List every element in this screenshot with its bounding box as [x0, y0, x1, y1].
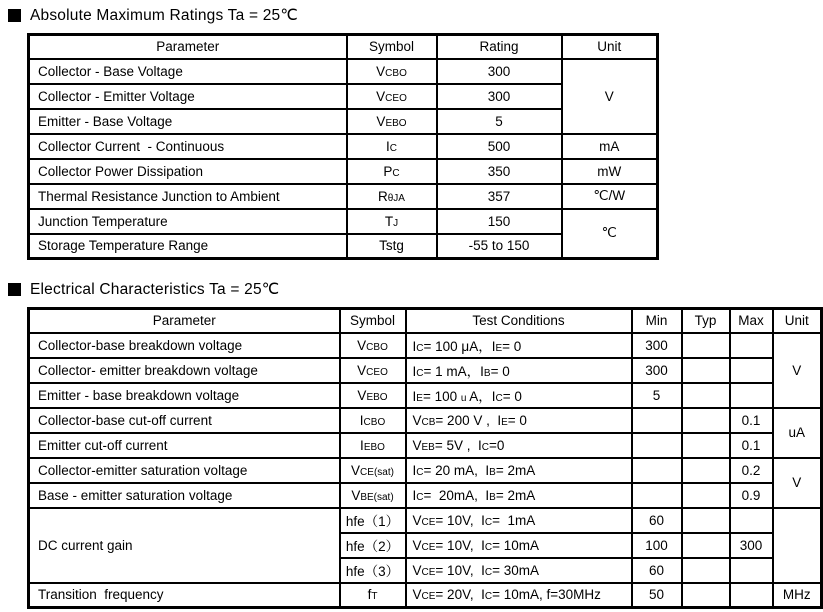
symbol-cell: VCE(sat): [340, 458, 406, 483]
section-bullet-icon: [8, 9, 21, 22]
min-cell: 60: [632, 508, 682, 533]
param-cell: Emitter cut-off current: [29, 433, 340, 458]
symbol-cell: VCEO: [347, 84, 437, 109]
table-row: [29, 583, 822, 608]
test-conditions-cell: IC= 20 mA, IB= 2mA: [406, 458, 632, 483]
col-header-typ: Typ: [682, 309, 730, 333]
symbol-cell: IEBO: [340, 433, 406, 458]
min-cell: [632, 408, 682, 433]
max-cell: [730, 583, 773, 608]
max-cell: 0.9: [730, 483, 773, 508]
test-conditions-cell: VCE= 10V, IC= 1mA: [406, 508, 632, 533]
typ-cell: [682, 558, 730, 583]
symbol-cell: VCBO: [347, 59, 437, 84]
param-cell: Collector-base cut-off current: [29, 408, 340, 433]
unit-cell: ℃/W: [562, 184, 658, 209]
unit-cell: uA: [773, 408, 822, 458]
table-row: [29, 483, 822, 508]
typ-cell: [682, 583, 730, 608]
unit-cell: V: [773, 458, 822, 508]
max-cell: 0.2: [730, 458, 773, 483]
param-cell: Storage Temperature Range: [29, 234, 347, 259]
typ-cell: [682, 483, 730, 508]
symbol-cell: RθJA: [347, 184, 437, 209]
table-row: [29, 159, 658, 184]
param-cell: Collector - Emitter Voltage: [29, 84, 347, 109]
symbol-cell: hfe（3）: [340, 558, 406, 583]
section-title-text: Electrical Characteristics Ta = 25℃: [30, 281, 280, 298]
symbol-cell: ICBO: [340, 408, 406, 433]
table-row: [29, 209, 658, 234]
unit-cell: MHz: [773, 583, 822, 608]
table-row: [29, 59, 658, 84]
test-conditions-cell: VCB= 200 V , IE= 0: [406, 408, 632, 433]
symbol-cell: TJ: [347, 209, 437, 234]
table-row: [29, 134, 658, 159]
section-title-absolute-maximum-ratings: [8, 0, 823, 25]
min-cell: 300: [632, 358, 682, 383]
test-conditions-cell: VEB= 5V , IC=0: [406, 433, 632, 458]
min-cell: 50: [632, 583, 682, 608]
max-cell: 0.1: [730, 408, 773, 433]
section-bullet-icon: [8, 283, 21, 296]
symbol-cell: VBE(sat): [340, 483, 406, 508]
typ-cell: [682, 533, 730, 558]
test-conditions-cell: VCE= 10V, IC= 30mA: [406, 558, 632, 583]
min-cell: 100: [632, 533, 682, 558]
symbol-cell: VCBO: [340, 333, 406, 358]
param-cell: Collector-base breakdown voltage: [29, 333, 340, 358]
unit-cell: V: [773, 333, 822, 408]
symbol-cell: hfe（2）: [340, 533, 406, 558]
min-cell: 60: [632, 558, 682, 583]
col-header-symbol: Symbol: [340, 309, 406, 333]
typ-cell: [682, 433, 730, 458]
param-cell: Base - emitter saturation voltage: [29, 483, 340, 508]
param-cell: Junction Temperature: [29, 209, 347, 234]
min-cell: [632, 483, 682, 508]
min-cell: 5: [632, 383, 682, 408]
min-cell: [632, 458, 682, 483]
absolute-maximum-ratings-table: [27, 33, 659, 260]
param-cell: Collector - Base Voltage: [29, 59, 347, 84]
table-row: [29, 408, 822, 433]
col-header-parameter: Parameter: [29, 309, 340, 333]
test-conditions-cell: VCE= 20V, IC= 10mA, f=30MHz: [406, 583, 632, 608]
col-header-max: Max: [730, 309, 773, 333]
test-conditions-cell: IC= 20mA, IB= 2mA: [406, 483, 632, 508]
symbol-cell: hfe（1）: [340, 508, 406, 533]
param-cell: Transition frequency: [29, 583, 340, 608]
symbol-cell: IC: [347, 134, 437, 159]
symbol-cell: VEBO: [340, 383, 406, 408]
col-header-unit: Unit: [773, 309, 822, 333]
col-header-test-conditions: Test Conditions: [406, 309, 632, 333]
param-cell: DC current gain: [29, 508, 340, 583]
typ-cell: [682, 408, 730, 433]
typ-cell: [682, 383, 730, 408]
col-header-symbol: Symbol: [347, 35, 437, 59]
typ-cell: [682, 358, 730, 383]
table-row: [29, 333, 822, 358]
max-cell: [730, 383, 773, 408]
rating-cell: 500: [437, 134, 562, 159]
unit-cell: V: [562, 59, 658, 134]
param-cell: Collector- emitter breakdown voltage: [29, 358, 340, 383]
max-cell: 0.1: [730, 433, 773, 458]
unit-cell: mA: [562, 134, 658, 159]
rating-cell: 300: [437, 84, 562, 109]
param-cell: Thermal Resistance Junction to Ambient: [29, 184, 347, 209]
max-cell: [730, 333, 773, 358]
table-row: [29, 383, 822, 408]
col-header-unit: Unit: [562, 35, 658, 59]
typ-cell: [682, 333, 730, 358]
symbol-cell: VCEO: [340, 358, 406, 383]
table-row: [29, 358, 822, 383]
rating-cell: 150: [437, 209, 562, 234]
param-cell: Collector Power Dissipation: [29, 159, 347, 184]
symbol-cell: fT: [340, 583, 406, 608]
min-cell: [632, 433, 682, 458]
symbol-cell: VEBO: [347, 109, 437, 134]
rating-cell: 300: [437, 59, 562, 84]
param-cell: Collector-emitter saturation voltage: [29, 458, 340, 483]
max-cell: 300: [730, 533, 773, 558]
symbol-cell: Tstg: [347, 234, 437, 259]
typ-cell: [682, 458, 730, 483]
section-title-text: Absolute Maximum Ratings Ta = 25℃: [30, 7, 298, 24]
unit-cell: ℃: [562, 209, 658, 259]
header-row: [29, 35, 658, 59]
param-cell: Collector Current - Continuous: [29, 134, 347, 159]
table-row: [29, 184, 658, 209]
unit-cell: mW: [562, 159, 658, 184]
param-cell: Emitter - base breakdown voltage: [29, 383, 340, 408]
rating-cell: -55 to 150: [437, 234, 562, 259]
section-title-electrical-characteristics: [8, 280, 823, 299]
param-cell: Emitter - Base Voltage: [29, 109, 347, 134]
typ-cell: [682, 508, 730, 533]
table-row: [29, 433, 822, 458]
rating-cell: 350: [437, 159, 562, 184]
col-header-rating: Rating: [437, 35, 562, 59]
max-cell: [730, 558, 773, 583]
test-conditions-cell: IC= 1 mA，IB= 0: [406, 358, 632, 383]
header-row: [29, 309, 822, 333]
test-conditions-cell: VCE= 10V, IC= 10mA: [406, 533, 632, 558]
rating-cell: 5: [437, 109, 562, 134]
table-row: [29, 458, 822, 483]
rating-cell: 357: [437, 184, 562, 209]
col-header-min: Min: [632, 309, 682, 333]
max-cell: [730, 508, 773, 533]
test-conditions-cell: IC= 100 μA，IE= 0: [406, 333, 632, 358]
electrical-characteristics-table: [27, 307, 823, 609]
unit-cell: [773, 508, 822, 583]
min-cell: 300: [632, 333, 682, 358]
col-header-parameter: Parameter: [29, 35, 347, 59]
table-row: [29, 508, 822, 533]
max-cell: [730, 358, 773, 383]
symbol-cell: PC: [347, 159, 437, 184]
test-conditions-cell: IE= 100 u A，IC= 0: [406, 383, 632, 408]
